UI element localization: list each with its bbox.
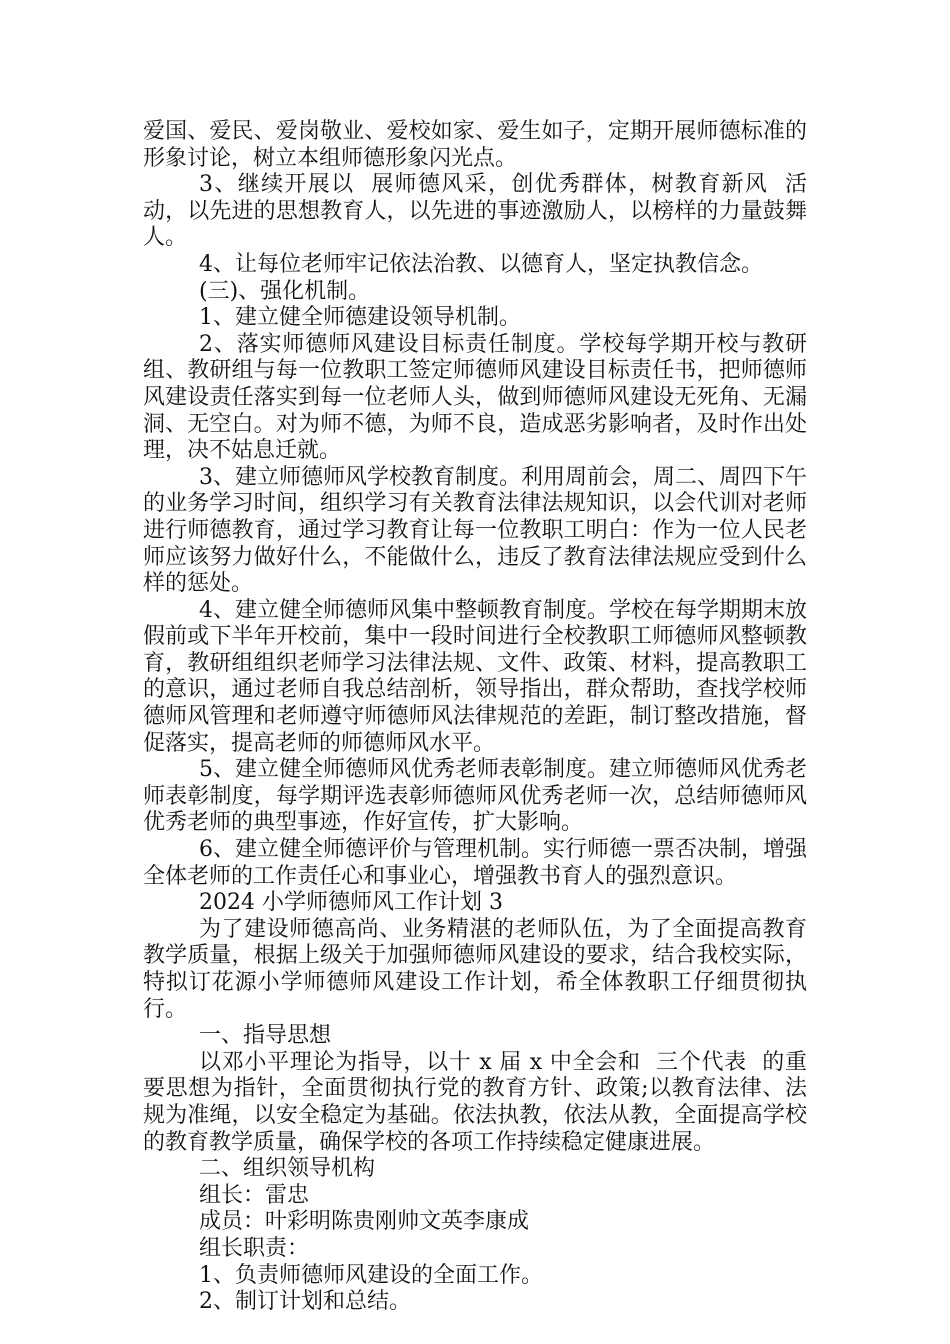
- paragraph: 爱国、爱民、爱岗敬业、爱校如家、爱生如子，定期开展师德标准的形象讨论，树立本组师德形象闪光点。: [143, 119, 807, 171]
- section-heading: 一、指导思想: [199, 1023, 332, 1049]
- document-title: 2024 小学师德师风工作计划 3: [199, 890, 503, 916]
- paragraph: 5、建立健全师德师风优秀老师表彰制度。建立师德师风优秀老师表彰制度，每学期评选表彰师德师风优秀老师一次，总结师德师风优秀老师的典型事迹，作好宣传，扩大影响。: [143, 757, 807, 836]
- paragraph: 3、继续开展以 展师德风采，创优秀群体，树教育新风 活动，以先进的思想教育人，以先进的事迹激励人，以榜样的力量鼓舞人。: [143, 172, 807, 251]
- paragraph: 为了建设师德高尚、业务精湛的老师队伍，为了全面提高教育教学质量，根据上级关于加强师德师风建设的要求，结合我校实际，特拟订花源小学师德师风建设工作计划，希全体教职工仔细贯彻执行。: [143, 916, 807, 1022]
- paragraph: 6、建立健全师德评价与管理机制。实行师德一票否决制，增强全体老师的工作责任心和事业心，增强教书育人的强烈意识。: [143, 837, 807, 889]
- paragraph: 组长职责：: [199, 1235, 310, 1261]
- section-heading: 二、组织领导机构: [199, 1156, 376, 1182]
- section-heading: (三)、强化机制。: [199, 278, 371, 304]
- paragraph: 4、让每位老师牢记依法治教、以德育人，坚定执教信念。: [199, 251, 763, 277]
- paragraph: 2、落实师德师风建设目标责任制度。学校每学期开校与教研组、教研组与每一位教职工签定师德师风建设目标责任书，把师德师风建设责任落实到每一位老师人头，做到师德师风建设无死角、无漏洞、无空白。对为师不德，为师不良，造成恶劣影响者，及时作出处理，决不姑息迁就。: [143, 331, 807, 464]
- paragraph: 4、建立健全师德师风集中整顿教育制度。学校在每学期期末放假前或下半年开校前，集中一段时间进行全校教职工师德师风整顿教育，教研组组织老师学习法律法规、文件、政策、材料，提高教职工的意识，通过老师自我总结剖析，领导指出，群众帮助，查找学校师德师风管理和老师遵守师德师风法律规范的差距，制订整改措施，督促落实，提高老师的师德师风水平。: [143, 597, 807, 756]
- paragraph: 2、制订计划和总结。: [199, 1289, 411, 1315]
- paragraph: 以邓小平理论为指导，以十 x 届 x 中全会和 三个代表 的重要思想为指针，全面贯彻执行党的教育方针、政策;以教育法律、法规为准绳，以安全稳定为基础。依法执教，依法从教，全面提高学校的教育教学质量，确保学校的各项工作持续稳定健康进展。: [143, 1049, 807, 1155]
- paragraph: 组长：雷忠: [199, 1182, 310, 1208]
- document-page: [143, 119, 807, 1316]
- paragraph: 1、负责师德师风建设的全面工作。: [199, 1262, 543, 1288]
- paragraph: 1、建立健全师德建设领导机制。: [199, 305, 521, 331]
- paragraph: 3、建立师德师风学校教育制度。利用周前会，周二、周四下午的业务学习时间，组织学习有关教育法律法规知识，以会代训对老师进行师德教育，通过学习教育让每一位教职工明白：作为一位人民老师应该努力做好什么，不能做什么，违反了教育法律法规应受到什么样的惩处。: [143, 464, 807, 597]
- paragraph: 成员：叶彩明陈贵刚帅文英李康成: [199, 1209, 530, 1235]
